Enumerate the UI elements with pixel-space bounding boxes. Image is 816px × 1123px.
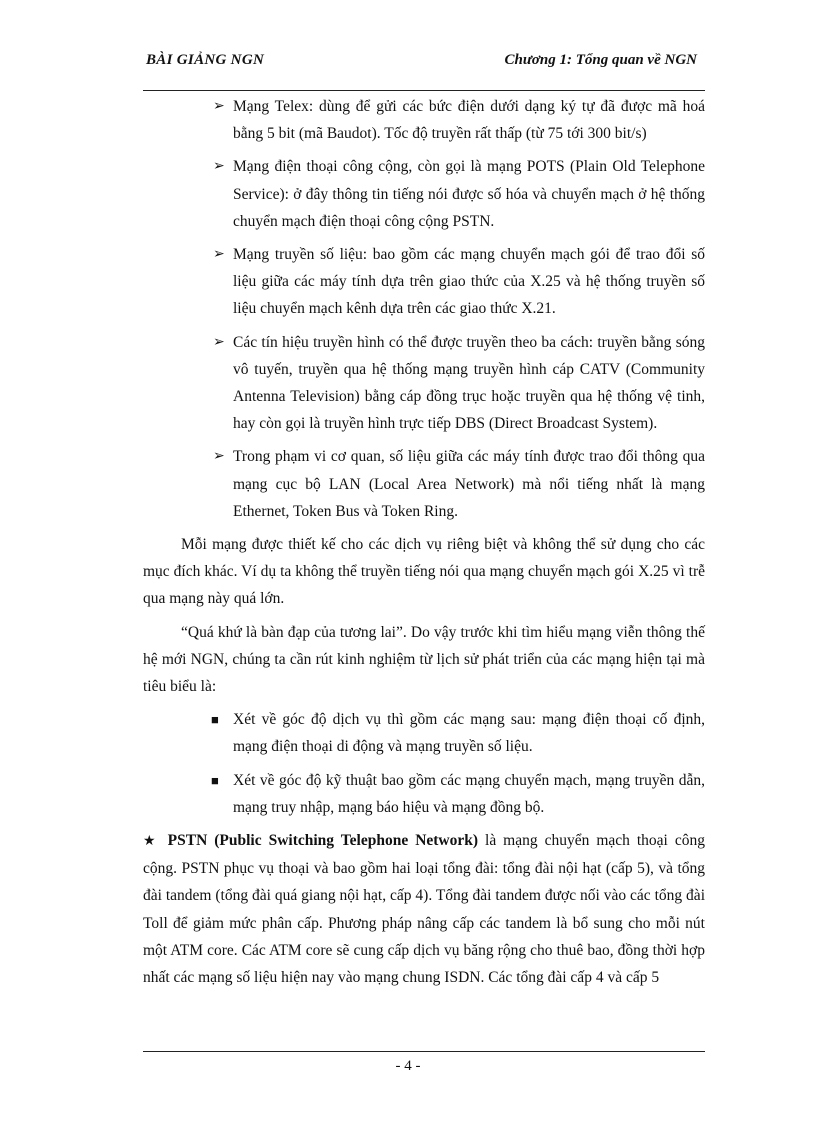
- footer-divider: [143, 1051, 705, 1052]
- page-header: [143, 52, 705, 72]
- header-chapter-title: Chương 1: Tổng quan về NGN: [504, 52, 697, 68]
- bullet-text: Mạng Telex: dùng để gửi các bức điện dưới dạng ký tự đã được mã hoá bằng 5 bit (mã Baudot). Tốc độ truyền rất thấp (từ 75 tới 300 bit/s): [233, 98, 705, 143]
- square-bullet-text: Xét về góc độ dịch vụ thì gồm các mạng sau: mạng điện thoại cố định, mạng điện thoại di động và mạng truyền số liệu.: [233, 711, 705, 756]
- bullet-text: Mạng truyền số liệu: bao gồm các mạng chuyển mạch gói để trao đổi số liệu giữa các máy tính dựa trên giao thức của X.25 và hệ thống truyền số liệu chuyển mạch kênh dựa trên các giao thức X.21.: [233, 246, 705, 318]
- square-bullet-item: [143, 767, 705, 821]
- square-bullet-text: Xét về góc độ kỹ thuật bao gồm các mạng chuyển mạch, mạng truyền dẫn, mạng truy nhập, mạng báo hiệu và mạng đồng bộ.: [233, 771, 705, 816]
- bullet-text: Mạng điện thoại công cộng, còn gọi là mạng POTS (Plain Old Telephone Service): ở đây thông tin tiếng nói được số hóa và chuyển mạch ở hệ thống chuyển mạch điện thoại công cộng PSTN.: [233, 158, 705, 230]
- pstn-title: PSTN (Public Switching Telephone Network): [167, 832, 479, 850]
- arrow-bullet-icon: ➢: [213, 159, 225, 175]
- bullet-item: [143, 241, 705, 323]
- page-content: [143, 93, 705, 991]
- bullet-item: [143, 93, 705, 147]
- bullet-item: [143, 443, 705, 525]
- square-bullet-item: [143, 706, 705, 760]
- paragraph: “Quá khứ là bàn đạp của tương lai”. Do vậy trước khi tìm hiểu mạng viễn thông thế hệ mới NGN, chúng ta cần rút kinh nghiệm từ lịch sử phát triển của các mạng hiện tại mà tiêu biểu là:: [143, 623, 705, 696]
- page-number: - 4 -: [395, 1058, 421, 1074]
- arrow-bullet-icon: ➢: [213, 334, 225, 350]
- bullet-text: Các tín hiệu truyền hình có thể được truyền theo ba cách: truyền bằng sóng vô tuyến, truyền qua hệ thống mạng truyền hình cáp CATV (Community Antenna Television) bằng cáp đồng trục hoặc truyền qua hệ thống vệ tinh, hay còn gọi là truyền hình trực tiếp DBS (Direct Broadcast System).: [233, 333, 705, 433]
- star-icon: ★: [143, 834, 159, 850]
- bullet-item: [143, 153, 705, 235]
- header-course-title: BÀI GIẢNG NGN: [146, 52, 265, 68]
- square-bullet-icon: ■: [211, 772, 219, 788]
- bullet-item: [143, 329, 705, 438]
- header-divider: [143, 90, 705, 91]
- arrow-bullet-icon: ➢: [213, 247, 225, 263]
- pstn-paragraph: [143, 827, 705, 991]
- arrow-bullet-icon: ➢: [213, 99, 225, 114]
- pstn-text: là mạng chuyển mạch thoại công cộng. PSTN phục vụ thoại và bao gồm hai loại tổng đài: tổng đài nội hạt (cấp 5), và tổng đài tandem (tổng đài quá giang nội hạt, cấp 4). Tổng đài tandem được nối vào các tổng đài Toll để giảm mức phân cấp. Phương pháp nâng cấp các tandem là bổ sung cho mỗi nút một ATM core. Các ATM core sẽ cung cấp dịch vụ băng rộng cho thuê bao, đồng thời hợp nhất các mạng số liệu hiện nay vào mạng chung ISDN. Các tổng đài cấp 4 và cấp 5: [143, 832, 705, 987]
- arrow-bullet-icon: ➢: [213, 449, 225, 465]
- square-bullet-icon: ■: [211, 712, 219, 728]
- bullet-text: Trong phạm vi cơ quan, số liệu giữa các máy tính được trao đổi thông qua mạng cục bộ LAN (Local Area Network) mà nổi tiếng nhất là mạng Ethernet, Token Bus và Token Ring.: [233, 448, 705, 520]
- paragraph: Mỗi mạng được thiết kế cho các dịch vụ riêng biệt và không thể sử dụng cho các mục đích khác. Ví dụ ta không thể truyền tiếng nói qua mạng chuyển mạch gói X.25 vì trễ qua mạng này quá lớn.: [143, 536, 705, 608]
